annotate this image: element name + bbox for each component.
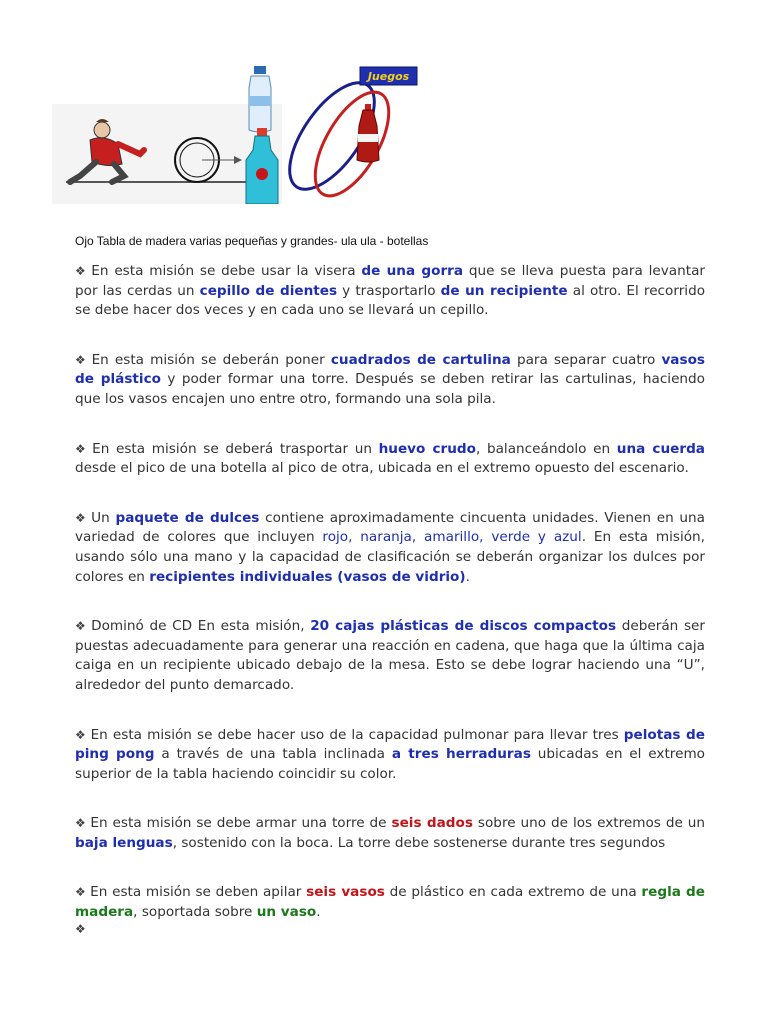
text-run: En esta misión se deberá trasportar un (92, 440, 379, 457)
keyword: regla de madera (75, 884, 705, 921)
mission-item (75, 262, 705, 321)
keyword: un vaso (256, 904, 317, 921)
mission-item (75, 883, 705, 922)
bullet-icon: ❖ (75, 510, 88, 525)
games-illustration (52, 64, 420, 204)
color-list: rojo, naranja, amarillo, verde y azul (322, 529, 582, 546)
mission-item (75, 726, 705, 785)
hula-hoops (274, 69, 404, 204)
mission-list (75, 262, 705, 953)
mission-item (75, 440, 705, 479)
bullet-icon: ❖ (75, 352, 88, 367)
keyword: seis vasos (306, 884, 385, 901)
text-run: , sostenido con la boca. La torre debe sostenerse durante tres segundos (172, 834, 666, 851)
bullet-icon: ❖ (75, 619, 88, 634)
text-run: , soportada sobre (133, 904, 257, 921)
text-run: desde el pico de una botella al pico de otra, ubicada en el extremo opuesto del escenario. (75, 460, 689, 477)
materials-caption: Ojo Tabla de madera varias pequeñas y grandes- ula ula - botellas (75, 234, 429, 248)
keyword: de una gorra (361, 263, 464, 279)
games-badge-text: Juegos (367, 70, 410, 83)
keyword: vasos de plástico (75, 351, 705, 388)
text-run: , balanceándolo en (475, 440, 617, 457)
keyword: de un recipiente (440, 282, 568, 299)
text-run: En esta misión se deberán poner (91, 351, 331, 368)
cola-bottle (357, 104, 379, 162)
text-run: y poder formar una torre. Después se deben retirar las cartulinas, haciendo que los vasos encajen uno entre otro, formando una sola pila. (75, 371, 705, 407)
keyword: recipientes individuales (vasos de vidrio) (149, 568, 466, 585)
text-run: En esta misión se deben apilar (90, 884, 307, 901)
mission-item (75, 814, 705, 853)
keyword: paquete de dulces (115, 509, 260, 526)
mission-item (75, 351, 705, 410)
text-run: contiene aproximadamente cincuenta unidades. Vienen en una variedad de colores que incluyen (75, 509, 705, 546)
games-badge (360, 67, 417, 85)
text-run: que se lleva puesta para levantar por las cerdas un (75, 263, 705, 299)
keyword: a tres herraduras (391, 746, 531, 763)
keyword: una cuerda (616, 440, 705, 457)
mission-item (75, 617, 705, 695)
keyword: pelotas de ping pong (75, 726, 705, 763)
empty-bullet: ❖ (75, 922, 86, 936)
text-run: Un (91, 509, 116, 526)
text-run: al otro. El recorrido se debe hacer dos veces y en cada uno se llevará un cepillo. (75, 282, 706, 319)
keyword: seis dados (391, 815, 473, 832)
text-run: de plástico en cada extremo de una (384, 884, 642, 901)
text-run: . (465, 568, 470, 585)
text-run: En esta misión se debe hacer uso de la capacidad pulmonar para llevar tres (90, 726, 624, 743)
text-run: En esta misión se debe armar una torre de (90, 815, 392, 832)
bullet-icon: ❖ (75, 441, 89, 456)
keyword: 20 cajas plásticas de discos compactos (310, 618, 617, 635)
text-run: Dominó de CD En esta misión, (91, 618, 311, 635)
text-run: ubicadas en el extremo superior de la tabla haciendo coincidir su color. (75, 746, 705, 782)
keyword: cuadrados de cartulina (330, 351, 511, 368)
text-run: a través de una tabla inclinada (154, 746, 392, 763)
text-run: y trasportarlo (337, 282, 441, 299)
bullet-icon: ❖ (75, 885, 87, 900)
keyword: cepillo de dientes (199, 282, 338, 299)
bullet-icon: ❖ (75, 264, 88, 278)
mission-item (75, 509, 705, 587)
text-run: deberán ser puestas adecuadamente para generar una reacción en cadena, que haga que la última caja caiga en un recipiente ubicado debajo de la mesa. Esto se debe lograr haciendo una “U”, alrededor del punto demarcado. (75, 618, 705, 693)
water-bottle (249, 66, 271, 132)
text-run: . En esta misión, usando sólo una mano y la capacidad de clasificación se deberán organizar los dulces por colores en (75, 529, 705, 585)
text-run: sobre uno de los extremos de un (472, 815, 705, 832)
keyword: baja lenguas (75, 834, 173, 851)
text-run: En esta misión se debe usar la visera (91, 263, 362, 279)
bullet-icon: ❖ (75, 816, 87, 831)
bullet-icon: ❖ (75, 727, 87, 742)
text-run: para separar cuatro (510, 351, 662, 368)
keyword: huevo crudo (378, 440, 476, 457)
text-run: . (316, 904, 321, 921)
